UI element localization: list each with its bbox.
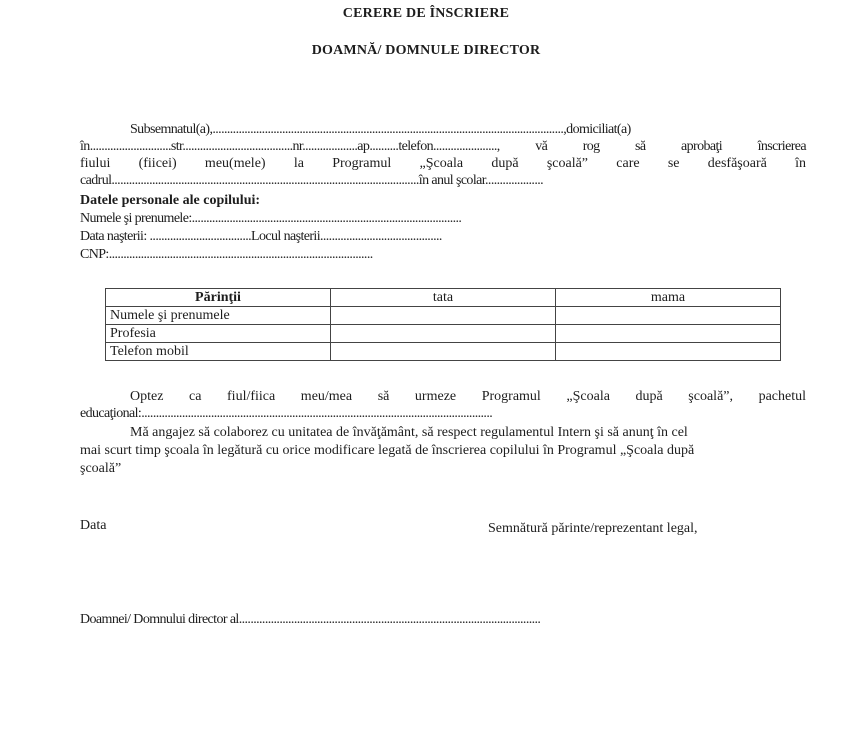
commitment-line-1: Mă angajez să colaborez cu unitatea de învăţământ, să respect regulamentul Intern şi să anunţ în cel <box>130 425 688 440</box>
table-cell <box>556 307 781 325</box>
addressee-heading: DOAMNĂ/ DOMNULE DIRECTOR <box>311 43 541 58</box>
table-cell <box>331 307 556 325</box>
option-line: Optez ca fiul/fiica meu/mea să urmeze Programul „Şcoala după şcoală”, pachetul <box>130 389 806 404</box>
applicant-line: Subsemnatul(a),.........................................................................................................................,domiciliat(a) <box>130 122 631 137</box>
table-header-row <box>106 289 781 307</box>
table-cell: Profesia <box>106 325 331 343</box>
director-line: Doamnei/ Domnului director al........................................................................................................ <box>80 612 541 627</box>
parents-table <box>105 288 781 361</box>
table-cell <box>331 343 556 361</box>
table-header: mama <box>556 289 781 307</box>
school-year-line: cadrul..........................................................................................................în anul şcolar.................... <box>80 173 544 188</box>
date-label: Data <box>80 518 107 533</box>
table-cell: Numele şi prenumele <box>106 307 331 325</box>
commitment-line-3: şcoală” <box>80 461 122 476</box>
table-row <box>106 307 781 325</box>
table-cell <box>556 343 781 361</box>
table-header: Părinţii <box>106 289 331 307</box>
table-cell <box>331 325 556 343</box>
child-name-field: Numele şi prenumele:............................................................................................. <box>80 211 462 226</box>
table-header: tata <box>331 289 556 307</box>
signature-label: Semnătură părinte/reprezentant legal, <box>488 521 698 536</box>
package-line: educaţional:......................................................................................................................... <box>80 406 493 421</box>
cnp-field: CNP:........................................................................................... <box>80 247 373 262</box>
table-row <box>106 343 781 361</box>
birth-field: Data naşterii: ...................................Locul naşterii.......................................... <box>80 229 442 244</box>
commitment-line-2: mai scurt timp şcoala în legătură cu orice modificare legată de înscrierea copilului în Programul „Şcoala după <box>80 443 695 458</box>
table-row <box>106 325 781 343</box>
form-title: CERERE DE ÎNSCRIERE <box>342 6 510 21</box>
address-line: în............................str......................................nr...................ap..........telefon......................, vă rog să aprobaţi înscrierea <box>80 139 806 154</box>
personal-data-heading: Datele personale ale copilului: <box>80 193 261 208</box>
program-line: fiului (fiicei) meu(mele) la Programul „Şcoala după şcoală” care se desfăşoară în <box>80 156 806 171</box>
table-cell: Telefon mobil <box>106 343 331 361</box>
table-cell <box>556 325 781 343</box>
